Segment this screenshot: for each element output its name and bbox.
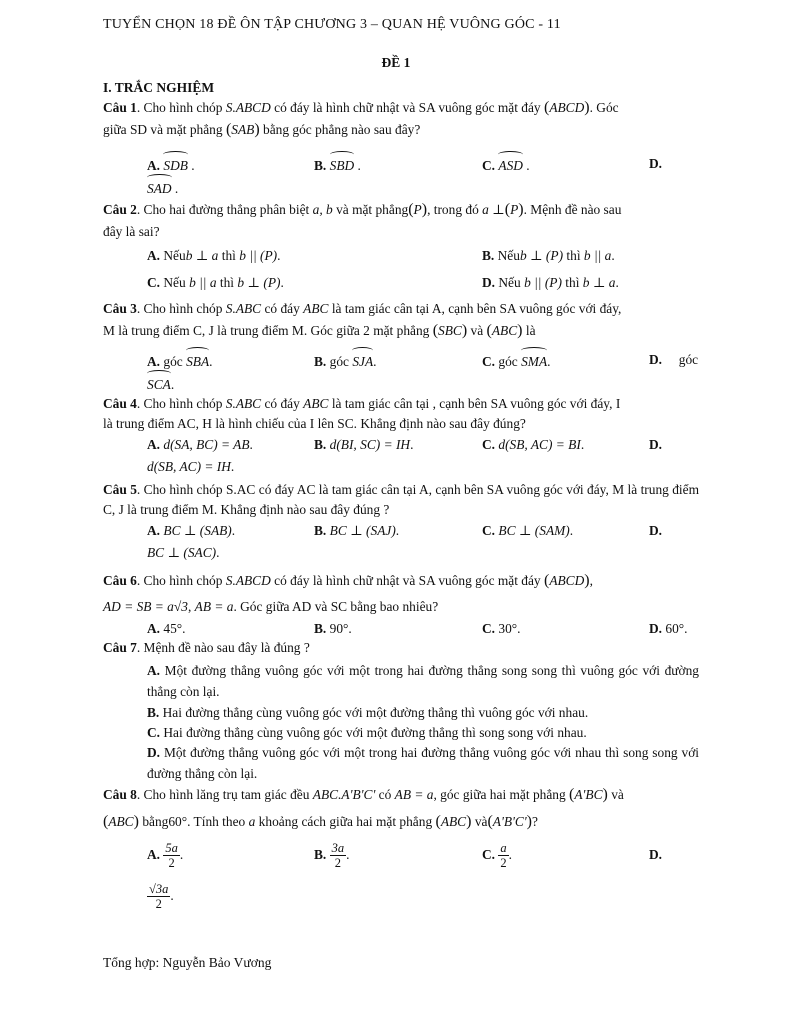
q3-option-a[interactable]: A. góc SBA. — [147, 349, 213, 371]
q2-option-a[interactable]: A. Nếub ⊥ a thì b || (P). — [147, 248, 281, 263]
q5-option-c[interactable]: C. BC ⊥ (SAM). — [482, 523, 574, 538]
exam-title: ĐỀ 1 — [381, 55, 411, 70]
question-label: Câu 4 — [103, 396, 137, 411]
q1-option-a[interactable]: A. SDB . — [147, 153, 195, 175]
q6-option-a[interactable]: A. 45°. — [147, 621, 186, 636]
question-label: Câu 1 — [103, 100, 137, 115]
question-label: Câu 7 — [103, 640, 137, 655]
question-8: Câu 8. Cho hình lăng trụ tam giác đều ABC.A'B'C' có AB = a, góc giữa hai mặt phẳng (A'BC) và (ABC) bằng60°. Tính theo a khoảng cách giữa hai mặt phẳng (ABC) và(A'B'C')? — [103, 786, 624, 830]
question-5: Câu 5. Cho hình chóp S.AC có đáy AC là tam giác cân tại A, cạnh bên SA vuông góc với đáy, M là trung điểm C, J là trung điểm M. Khẳng định nào sau đây đúng ? — [103, 482, 700, 517]
q4-option-c[interactable]: C. d(SB, AC) = BI. — [482, 437, 585, 452]
question-3: Câu 3. Cho hình chóp S.ABC có đáy ABC là tam giác cân tại A, cạnh bên SA vuông góc với đáy, M là trung điểm C, J là trung điểm M. Góc giữa 2 mặt phẳng (SBC) và (ABC) là — [103, 301, 622, 339]
question-label: Câu 6 — [103, 573, 137, 588]
q8-option-b[interactable]: B. $\frac{3a}{2}$ . — [314, 841, 350, 871]
question-6: Câu 6. Cho hình chóp S.ABCD có đáy là hình chữ nhật và SA vuông góc mặt đáy (ABCD), AD = SB = a√3, AB = a. Góc giữa AD và SC bằng bao nhiêu? — [103, 572, 593, 614]
q5-option-d-value: BC ⊥ (SAC). — [147, 545, 220, 560]
q1-option-c[interactable]: C. ASD . — [482, 153, 530, 175]
q4-option-a[interactable]: A. d(SA, BC) = AB. — [147, 437, 253, 452]
q5-option-d[interactable]: D. — [649, 523, 663, 538]
q4-option-b[interactable]: B. d(BI, SC) = IH. — [314, 437, 414, 452]
q6-option-c[interactable]: C. 30°. — [482, 621, 521, 636]
q7-option-c[interactable]: C. Hai đường thẳng cùng vuông góc với một đường thẳng thì song song với nhau. — [147, 725, 587, 740]
section-heading: I. TRẮC NGHIỆM — [103, 80, 215, 95]
q8-option-a[interactable]: A. $\frac{5a}{2}$ . — [147, 841, 184, 871]
q8-option-d[interactable]: D. — [649, 847, 663, 862]
q4-option-d[interactable]: D. — [649, 437, 663, 452]
question-label: Câu 3 — [103, 301, 137, 316]
question-label: Câu 2 — [103, 202, 137, 217]
q1-option-b[interactable]: B. SBD . — [314, 153, 361, 175]
q3-option-b[interactable]: B. góc SJA. — [314, 349, 377, 371]
q3-option-d-value: SCA. — [147, 372, 174, 394]
q4-option-d-value: d(SB, AC) = IH. — [147, 459, 235, 474]
question-label: Câu 8 — [103, 787, 137, 802]
document-footer: Tổng hợp: Nguyễn Bảo Vương — [103, 955, 272, 970]
q8-option-c[interactable]: C. $\frac{a}{2}$ . — [482, 841, 512, 871]
q2-option-b[interactable]: B. Nếub ⊥ (P) thì b || a. — [482, 248, 615, 263]
q5-option-b[interactable]: B. BC ⊥ (SAJ). — [314, 523, 400, 538]
document-header: TUYỂN CHỌN 18 ĐỀ ÔN TẬP CHƯƠNG 3 – QUAN HỆ VUÔNG GÓC - 11 — [103, 17, 561, 32]
question-label: Câu 5 — [103, 482, 137, 497]
q7-option-b[interactable]: B. Hai đường thẳng cùng vuông góc với một đường thẳng thì vuông góc với nhau. — [147, 705, 589, 720]
q2-option-c[interactable]: C. Nếu b || a thì b ⊥ (P). — [147, 275, 284, 290]
q3-option-d[interactable]: D. góc — [649, 352, 699, 367]
question-2: Câu 2. Cho hai đường thẳng phân biệt a, b và mặt phẳng(P), trong đó a ⊥(P). Mệnh đề nào sau đây là sai? — [103, 201, 622, 239]
q1-option-d[interactable]: D. — [649, 156, 663, 171]
q7-option-a[interactable]: A. Một đường thẳng vuông góc với một trong hai đường thẳng song song thì vuông góc với đường thẳng còn lại. — [147, 663, 699, 699]
question-7: Câu 7. Mệnh đề nào sau đây là đúng ? — [103, 640, 310, 655]
question-1: Câu 1. Cho hình chóp S.ABCD có đáy là hình chữ nhật và SA vuông góc mặt đáy (ABCD). Góc giữa SD và mặt phẳng (SAB) bằng góc phẳng nào sau đây? — [103, 99, 619, 138]
question-4: Câu 4. Cho hình chóp S.ABC có đáy ABC là tam giác cân tại , cạnh bên SA vuông góc với đáy, I là trung điểm AC, H là hình chiếu của I lên SC. Khẳng định nào sau đây đúng? — [103, 396, 621, 431]
q1-option-d-value: SAD . — [147, 176, 178, 198]
q6-option-b[interactable]: B. 90°. — [314, 621, 352, 636]
q7-option-d[interactable]: D. Một đường thẳng vuông góc với một trong hai đường thẳng vuông góc với nhau thì song song với đường thẳng còn lại. — [147, 745, 699, 781]
q8-option-d-value: $\frac{√3a}{2}$ . — [149, 882, 174, 912]
q5-option-a[interactable]: A. BC ⊥ (SAB). — [147, 523, 236, 538]
q6-option-d[interactable]: D. 60°. — [649, 621, 688, 636]
q2-option-d[interactable]: D. Nếu b || (P) thì b ⊥ a. — [482, 275, 619, 290]
q3-option-c[interactable]: C. góc SMA. — [482, 349, 550, 371]
